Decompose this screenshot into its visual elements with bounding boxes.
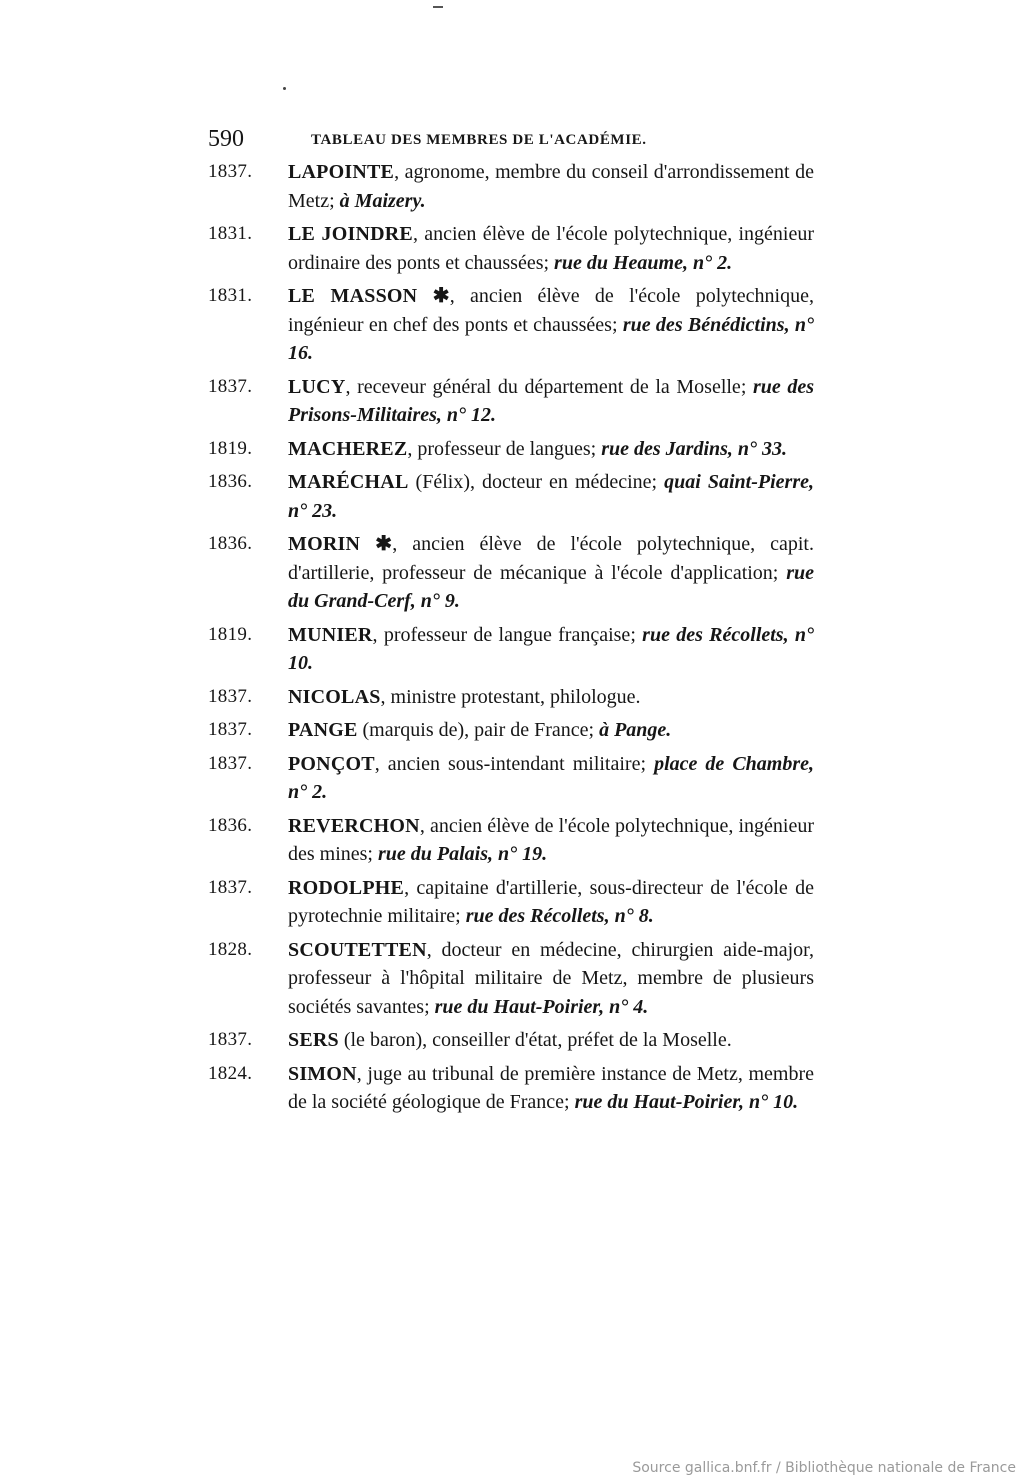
member-entry (208, 716, 814, 745)
entry-year: 1837. (208, 719, 253, 740)
entry-name: MUNIER (288, 623, 373, 646)
entry-address: place de Chambre, n° 2. (288, 752, 814, 803)
entry-name: MORIN ✱ (288, 533, 393, 555)
entry-year: 1824. (208, 1062, 253, 1084)
entry-address: rue du Haut-Poirier, n° 10. (574, 1091, 799, 1113)
member-entry (208, 621, 814, 678)
entry-name: SERS (288, 1029, 339, 1051)
entry-year: 1837. (208, 375, 253, 397)
entry-year: 1828. (208, 938, 253, 960)
entry-address: rue des Récollets, n° 10. (288, 623, 814, 674)
entry-description: , ministre protestant, philologue. (380, 685, 641, 708)
member-entry (208, 373, 814, 430)
member-entry (208, 936, 814, 1022)
entry-year: 1837. (208, 1029, 253, 1050)
entry-year: 1837. (208, 161, 253, 182)
member-entry (208, 750, 814, 807)
entry-name: LE JOINDRE (288, 223, 413, 245)
entry-address: à Maizery. (339, 189, 426, 212)
entry-description: , professeur de langues; (407, 437, 602, 460)
entry-address: rue des Jardins, n° 33. (601, 437, 788, 460)
entry-year: 1819. (208, 437, 253, 459)
member-entry (208, 812, 814, 869)
entry-address: à Pange. (599, 719, 672, 741)
entry-description: , ancien élève de l'école polytechnique, ingénieur des mines; (288, 814, 814, 865)
entry-name: LUCY (288, 375, 346, 398)
source-credit: Source gallica.bnf.fr / Bibliothèque nationale de France (632, 1460, 1016, 1476)
entry-name: MACHEREZ (288, 437, 408, 460)
entry-address: rue des Prisons-Militaires, n° 12. (288, 375, 814, 426)
entry-address: rue des Bénédictins, n° 16. (288, 313, 815, 364)
entry-year: 1837. (208, 685, 253, 707)
member-entry (208, 158, 814, 215)
entry-name: SCOUTETTEN (288, 938, 427, 961)
entry-address: rue du Palais, n° 19. (378, 843, 548, 865)
entry-year: 1836. (208, 533, 253, 554)
entry-name: SIMON (288, 1062, 357, 1085)
scan-mark (433, 6, 443, 8)
member-entry (208, 530, 814, 616)
entry-description: , ancien élève de l'école polytechnique, ingénieur en chef des ponts et chaussées; (288, 285, 814, 336)
entry-name: NICOLAS (288, 685, 381, 708)
entry-name: LE MASSON ✱ (288, 285, 450, 307)
member-entry (208, 683, 814, 712)
member-entry (208, 220, 814, 277)
entry-description: , ancien élève de l'école polytechnique, capit. d'artillerie, professeur de mécanique à l'école d'application; (288, 533, 814, 584)
member-entry (208, 1026, 814, 1055)
entry-description: , agronome, membre du conseil d'arrondissement de Metz; (288, 161, 814, 212)
entry-year: 1819. (208, 623, 253, 645)
entry-address: rue du Haut-Poirier, n° 4. (434, 995, 649, 1018)
member-entry (208, 468, 814, 525)
entry-description: , capitaine d'artillerie, sous-directeur de l'école de pyrotechnie militaire; (288, 876, 814, 927)
scan-dot (283, 87, 286, 90)
member-entry (208, 282, 814, 368)
entry-year: 1831. (208, 223, 253, 244)
entry-description: (le baron), conseiller d'état, préfet de la Moselle. (338, 1029, 732, 1051)
entry-address: rue des Récollets, n° 8. (465, 905, 654, 927)
entry-description: , juge au tribunal de première instance de Metz, membre de la société géologique de France; (288, 1062, 814, 1113)
running-title: TABLEAU DES MEMBRES DE L'ACADÉMIE. (311, 132, 647, 148)
entry-description: (Félix), docteur en médecine; (408, 471, 665, 493)
entry-name: LAPOINTE (288, 161, 395, 183)
entry-address: rue du Grand-Cerf, n° 9. (288, 561, 814, 612)
entry-description: , ancien sous-intendant militaire; (374, 752, 655, 775)
member-list (208, 158, 814, 1122)
entry-name: PONÇOT (288, 752, 375, 775)
entry-name: RODOLPHE (288, 876, 405, 899)
entry-description: , receveur général du département de la Moselle; (345, 375, 753, 398)
entry-description: , professeur de langue française; (372, 623, 643, 646)
member-entry (208, 435, 814, 464)
entry-year: 1837. (208, 876, 253, 898)
entry-description: (marquis de), pair de France; (357, 719, 600, 741)
page-number: 590 (208, 126, 244, 152)
member-entry (208, 874, 814, 931)
entry-year: 1836. (208, 814, 253, 836)
entry-year: 1831. (208, 285, 253, 306)
entry-year: 1836. (208, 471, 253, 492)
page-header (208, 126, 818, 156)
entry-description: , docteur en médecine, chirurgien aide-major, professeur à l'hôpital militaire de Metz, membre de plusieurs sociétés savantes; (288, 938, 814, 1018)
entry-name: REVERCHON (288, 814, 420, 837)
member-entry (208, 1060, 814, 1117)
entry-year: 1837. (208, 752, 253, 774)
entry-address: rue du Heaume, n° 2. (554, 251, 733, 274)
entry-name: MARÉCHAL (288, 471, 409, 493)
entry-description: , ancien élève de l'école polytechnique, ingénieur ordinaire des ponts et chaussées; (288, 223, 814, 274)
entry-name: PANGE (288, 719, 358, 741)
entry-address: quai Saint-Pierre, n° 23. (288, 471, 814, 522)
